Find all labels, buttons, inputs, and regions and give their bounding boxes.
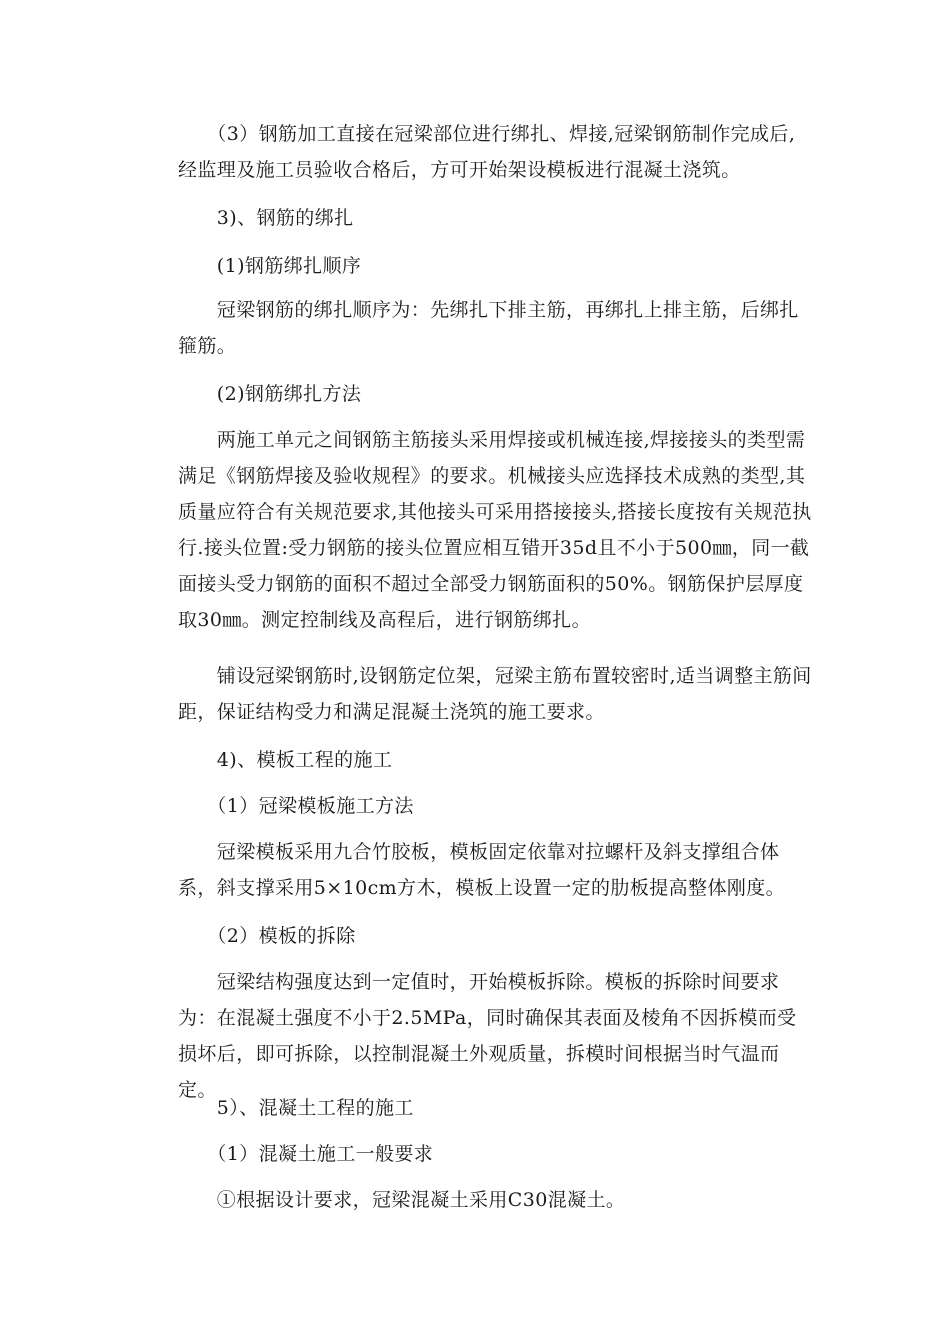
paragraph-formwork-method: 冠梁模板采用九合竹胶板，模板固定依靠对拉螺杆及斜支撑组合体系，斜支撑采用5×10cm方木，模板上设置一定的肋板提高整体刚度。 (178, 841, 786, 899)
paragraph-rebar-processing: （3）钢筋加工直接在冠梁部位进行绑扎、焊接,冠梁钢筋制作完成后,经监理及施工员验收合格后，方可开始架设模板进行混凝土浇筑。 (178, 123, 796, 181)
paragraph-binding-order: 冠梁钢筋的绑扎顺序为：先绑扎下排主筋，再绑扎上排主筋，后绑扎箍筋。 (178, 299, 799, 357)
subheading-formwork-method: （1）冠梁模板施工方法 (178, 795, 414, 817)
paragraph-rebar-positioning: 铺设冠梁钢筋时,设钢筋定位架，冠梁主筋布置较密时,适当调整主筋间距，保证结构受力和满足混凝土浇筑的施工要求。 (178, 665, 812, 723)
paragraph-formwork-removal: 冠梁结构强度达到一定值时，开始模板拆除。模板的拆除时间要求为：在混凝土强度不小于2.5MPa，同时确保其表面及棱角不因拆模而受损坏后，即可拆除，以控制混凝土外观质量，拆模时间根据当时气温而定。 (178, 971, 797, 1101)
heading-formwork: 4)、模板工程的施工 (178, 749, 393, 771)
subheading-formwork-removal: （2）模板的拆除 (178, 925, 356, 947)
paragraph-binding-method: 两施工单元之间钢筋主筋接头采用焊接或机械连接,焊接接头的类型需满足《钢筋焊接及验收规程》的要求。机械接头应选择技术成熟的类型,其质量应符合有关规范要求,其他接头可采用搭接接头,搭接长度按有关规范执行.接头位置:受力钢筋的接头位置应相互错开35d且不小于500㎜，同一截面接头受力钢筋的面积不超过全部受力钢筋面积的50%。钢筋保护层厚度取30㎜。测定控制线及高程后，进行钢筋绑扎。 (178, 429, 812, 631)
subheading-binding-method: (2)钢筋绑扎方法 (178, 383, 362, 405)
heading-concrete: 5）、混凝土工程的施工 (178, 1097, 414, 1119)
paragraph-concrete-c30: ①根据设计要求，冠梁混凝土采用C30混凝土。 (178, 1189, 626, 1211)
subheading-concrete-requirements: （1）混凝土施工一般要求 (178, 1143, 434, 1165)
heading-rebar-binding: 3)、钢筋的绑扎 (178, 207, 354, 229)
subheading-binding-order: (1)钢筋绑扎顺序 (178, 255, 362, 277)
